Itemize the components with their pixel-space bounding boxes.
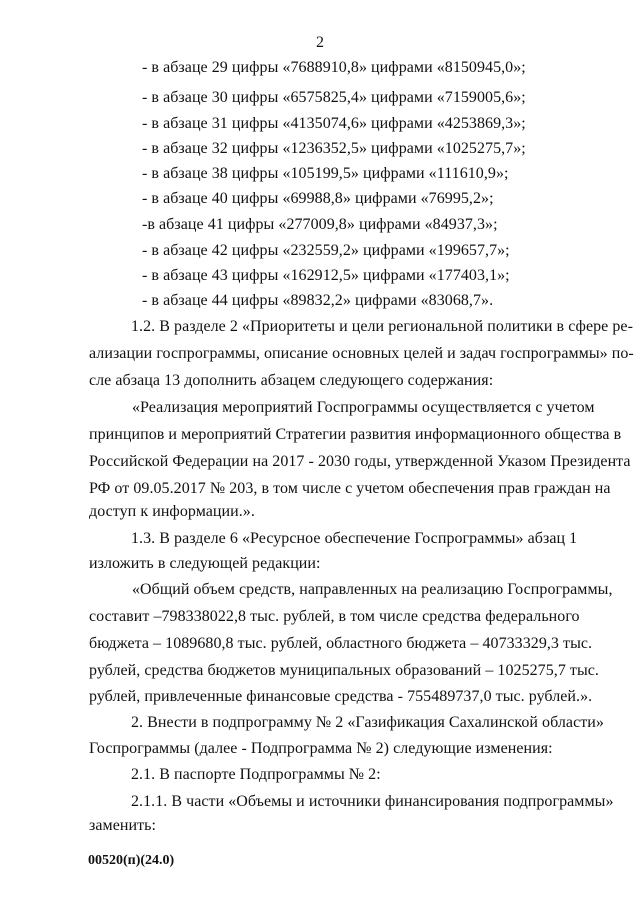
- section-2-1-1-line-2: заменить:: [89, 817, 156, 834]
- section-2-1-1-line-1: 2.1.1. В части «Объемы и источники финансирования подпрограммы»: [131, 793, 614, 810]
- amendment-line-31: - в абзаце 31 цифры «4135074,6» цифрами «4253869,3»;: [142, 115, 526, 132]
- section-2-line-2: Госпрограммы (далее - Подпрограмма № 2) следующие изменения:: [89, 740, 553, 757]
- quote-1-line-1: «Реализация мероприятий Госпрограммы осуществляется с учетом: [132, 399, 595, 416]
- quote-2-line-1: «Общий объем средств, направленных на реализацию Госпрограммы,: [132, 581, 613, 598]
- amendment-line-43: - в абзаце 43 цифры «162912,5» цифрами «177403,1»;: [142, 267, 510, 284]
- quote-2-line-2: составит –798338022,8 тыс. рублей, в том числе средства федерального: [89, 608, 580, 625]
- amendment-line-42: - в абзаце 42 цифры «232559,2» цифрами «199657,7»;: [142, 242, 510, 259]
- quote-1-line-4: РФ от 09.05.2017 № 203, в том числе с учетом обеспечения прав граждан на: [89, 480, 611, 497]
- quote-1-line-3: Российской Федерации на 2017 - 2030 годы, утвержденной Указом Президента: [89, 453, 631, 470]
- section-2-line-1: 2. Внести в подпрограмму № 2 «Газификация Сахалинской области»: [131, 714, 604, 731]
- section-1-3-line-1: 1.3. В разделе 6 «Ресурсное обеспечение Госпрограммы» абзац 1: [131, 530, 578, 547]
- amendment-line-29: - в абзаце 29 цифры «7688910,8» цифрами «8150945,0»;: [142, 59, 526, 76]
- section-1-2-line-3: сле абзаца 13 дополнить абзацем следующего содержания:: [89, 372, 494, 389]
- amendment-line-41: -в абзаце 41 цифры «277009,8» цифрами «84937,3»;: [142, 216, 498, 233]
- amendment-line-38: - в абзаце 38 цифры «105199,5» цифрами «111610,9»;: [142, 165, 509, 182]
- quote-1-line-2: принципов и мероприятий Стратегии развития информационного общества в: [89, 426, 622, 443]
- quote-1-line-5: доступ к информации.».: [89, 503, 255, 520]
- section-1-3-line-2: изложить в следующей редакции:: [89, 555, 321, 572]
- quote-2-line-5: рублей, привлеченные финансовые средства - 755489737,0 тыс. рублей.».: [89, 688, 593, 705]
- section-1-2-line-1: 1.2. В разделе 2 «Приоритеты и цели региональной политики в сфере ре-: [131, 318, 633, 335]
- amendment-line-32: - в абзаце 32 цифры «1236352,5» цифрами «1025275,7»;: [142, 140, 526, 157]
- amendment-line-40: - в абзаце 40 цифры «69988,8» цифрами «76995,2»;: [142, 190, 494, 207]
- page-number: 2: [316, 34, 324, 51]
- document-code-footer: 00520(п)(24.0): [88, 853, 175, 868]
- section-1-2-line-2: ализации госпрограммы, описание основных целей и задач госпрограммы» по-: [89, 345, 634, 362]
- amendment-line-30: - в абзаце 30 цифры «6575825,4» цифрами «7159005,6»;: [142, 89, 526, 106]
- section-2-1-heading: 2.1. В паспорте Подпрограммы № 2:: [131, 766, 381, 783]
- quote-2-line-4: рублей, средства бюджетов муниципальных образований – 1025275,7 тыс.: [89, 662, 599, 679]
- amendment-line-44: - в абзаце 44 цифры «89832,2» цифрами «83068,7».: [142, 292, 494, 309]
- quote-2-line-3: бюджета – 1089680,8 тыс. рублей, областного бюджета – 40733329,3 тыс.: [89, 635, 593, 652]
